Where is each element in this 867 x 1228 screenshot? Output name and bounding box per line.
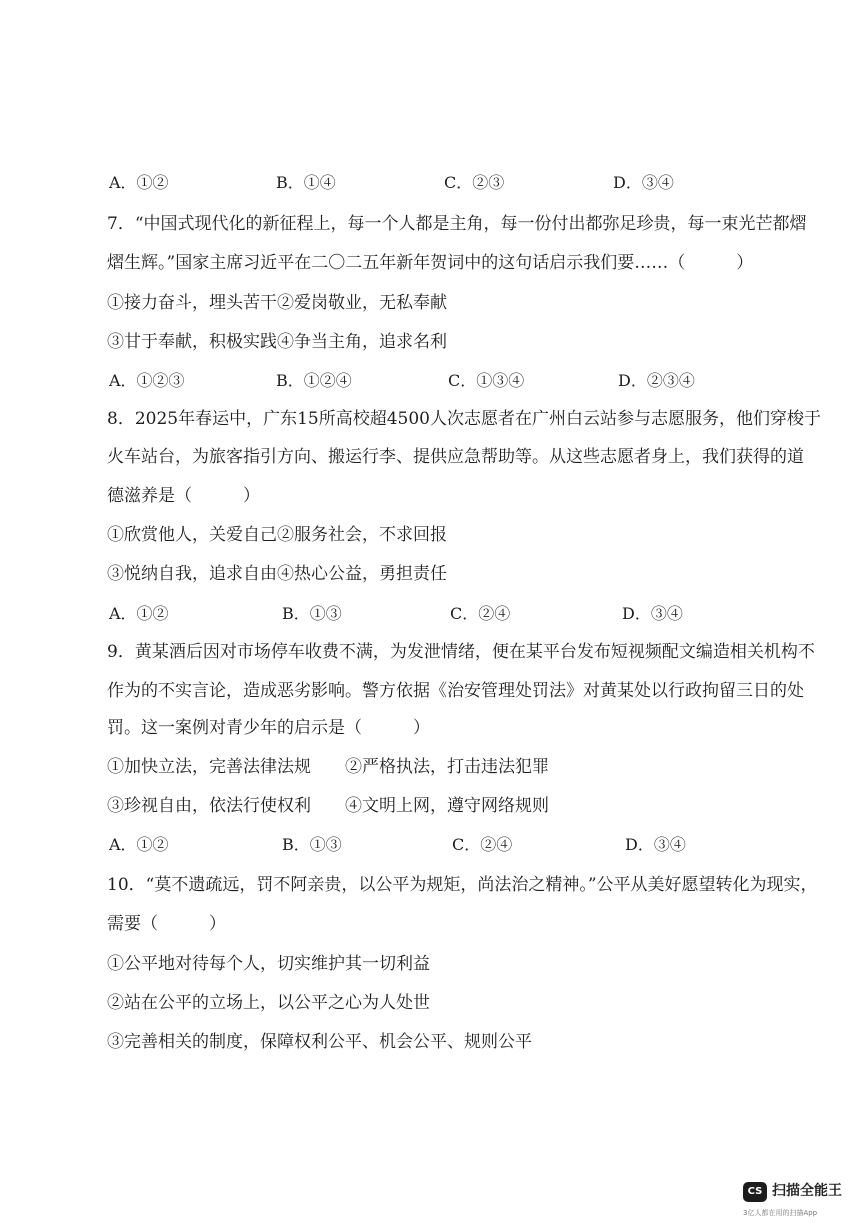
q9-statement-2: ③珍视自由，依法行使权利 ④文明上网，遵守网络规则 [107, 796, 549, 816]
watermark-tagline: 3亿人都在用的扫描App [743, 1209, 818, 1217]
q8-option-b: B．①③ [282, 604, 342, 623]
watermark-app-name: 扫描全能王 [772, 1183, 842, 1199]
q7-statement-2: ③甘于奉献，积极实践④争当主角，追求名利 [107, 332, 447, 352]
q8-stem-line-1: 8．2025年春运中，广东15所高校超4500人次志愿者在广州白云站参与志愿服务，他们穿梭于 [107, 409, 821, 429]
q9-stem-line-3: 罚。这一案例对青少年的启示是（ ） [107, 718, 430, 738]
q9-option-c: C．②④ [452, 835, 513, 854]
q8-stem-line-2: 火车站台，为旅客指引方向、搬运行李、提供应急帮助等。从这些志愿者身上，我们获得的道 [107, 447, 804, 467]
q10-stem-line-2: 需要（ ） [107, 914, 226, 934]
q7-stem-line-1: 7．“中国式现代化的新征程上，每一个人都是主角，每一份付出都弥足珍贵，每一束光芒都熠 [107, 214, 807, 234]
q7-option-a: A．①②③ [109, 371, 185, 390]
q7-option-b: B．①②④ [276, 371, 352, 390]
q8-option-a: A．①② [109, 604, 169, 623]
q10-statement-1: ①公平地对待每个人，切实维护其一切利益 [107, 954, 430, 974]
q7-option-d: D．②③④ [618, 371, 695, 390]
q6-option-c: C．②③ [444, 173, 505, 192]
q6-option-d: D．③④ [613, 173, 674, 192]
q8-option-c: C．②④ [450, 604, 511, 623]
q9-option-b: B．①③ [282, 835, 342, 854]
q10-stem-line-1: 10．“莫不遗疏远，罚不阿亲贵，以公平为规矩，尚法治之精神。”公平从美好愿望转化为现实， [107, 875, 818, 895]
q6-option-b: B．①④ [276, 173, 336, 192]
q7-stem-line-2: 熠生辉。”国家主席习近平在二〇二五年新年贺词中的这句话启示我们要……（ ） [107, 253, 754, 273]
q8-stem-line-3: 德滋养是（ ） [107, 486, 260, 506]
camscanner-logo-icon: CS [743, 1182, 767, 1202]
q9-statement-1: ①加快立法，完善法律法规 ②严格执法，打击违法犯罪 [107, 757, 549, 777]
q9-option-a: A．①② [109, 835, 169, 854]
scanner-watermark [743, 1178, 855, 1220]
q8-statement-1: ①欣赏他人，关爱自己②服务社会，不求回报 [107, 525, 447, 545]
q8-option-d: D．③④ [622, 604, 683, 623]
q7-statement-1: ①接力奋斗，埋头苦干②爱岗敬业，无私奉献 [107, 293, 447, 313]
q9-option-d: D．③④ [625, 835, 686, 854]
q9-stem-line-2: 作为的不实言论，造成恶劣影响。警方依据《治安管理处罚法》对黄某处以行政拘留三日的处 [107, 681, 804, 701]
q7-option-c: C．①③④ [448, 371, 525, 390]
q9-stem-line-1: 9．黄某酒后因对市场停车收费不满，为发泄情绪，便在某平台发布短视频配文编造相关机构不 [107, 642, 815, 662]
q6-option-a: A．①② [109, 173, 169, 192]
q8-statement-2: ③悦纳自我，追求自由④热心公益，勇担责任 [107, 564, 447, 584]
q10-statement-3: ③完善相关的制度，保障权利公平、机会公平、规则公平 [107, 1032, 532, 1052]
q10-statement-2: ②站在公平的立场上，以公平之心为人处世 [107, 993, 430, 1013]
